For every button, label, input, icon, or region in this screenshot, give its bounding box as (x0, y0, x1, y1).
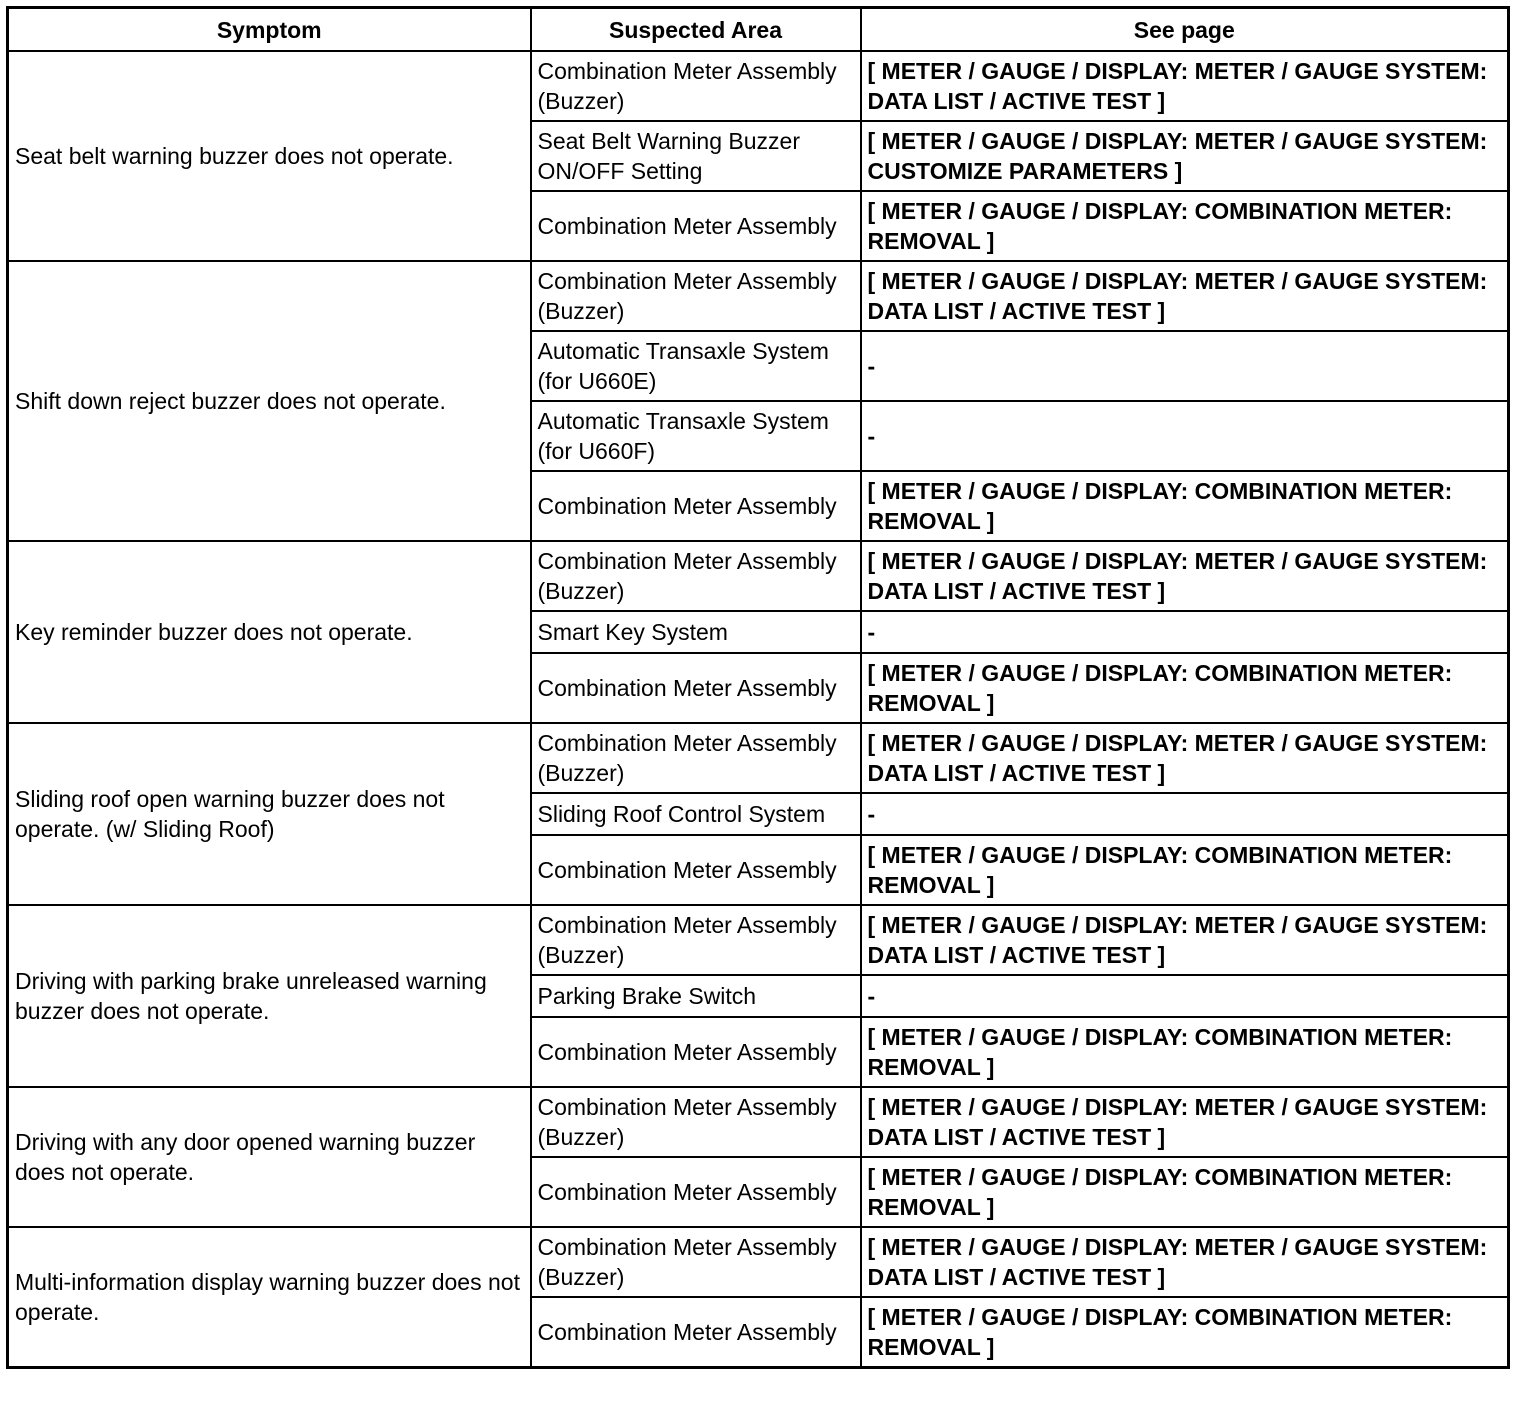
header-suspected-area: Suspected Area (531, 8, 861, 52)
table-row (8, 1227, 1509, 1297)
suspected-area-cell: Smart Key System (531, 611, 861, 653)
suspected-area-cell: Automatic Transaxle System (for U660E) (531, 331, 861, 401)
see-page-cell: [ METER / GAUGE / DISPLAY: METER / GAUGE SYSTEM: DATA LIST / ACTIVE TEST ] (861, 1087, 1509, 1157)
suspected-area-cell: Combination Meter Assembly (Buzzer) (531, 905, 861, 975)
suspected-area-cell: Sliding Roof Control System (531, 793, 861, 835)
suspected-area-cell: Combination Meter Assembly (531, 653, 861, 723)
see-page-cell: [ METER / GAUGE / DISPLAY: METER / GAUGE SYSTEM: DATA LIST / ACTIVE TEST ] (861, 541, 1509, 611)
table-row (8, 905, 1509, 975)
suspected-area-cell: Parking Brake Switch (531, 975, 861, 1017)
suspected-area-cell: Combination Meter Assembly (Buzzer) (531, 51, 861, 121)
suspected-area-cell: Combination Meter Assembly (Buzzer) (531, 261, 861, 331)
symptom-cell: Shift down reject buzzer does not operate. (8, 261, 531, 541)
see-page-cell: [ METER / GAUGE / DISPLAY: COMBINATION METER: REMOVAL ] (861, 835, 1509, 905)
see-page-cell: - (861, 975, 1509, 1017)
suspected-area-cell: Combination Meter Assembly (531, 1157, 861, 1227)
see-page-cell: [ METER / GAUGE / DISPLAY: METER / GAUGE SYSTEM: DATA LIST / ACTIVE TEST ] (861, 723, 1509, 793)
suspected-area-cell: Combination Meter Assembly (Buzzer) (531, 1087, 861, 1157)
symptom-cell: Multi-information display warning buzzer does not operate. (8, 1227, 531, 1368)
suspected-area-cell: Combination Meter Assembly (Buzzer) (531, 541, 861, 611)
see-page-cell: - (861, 401, 1509, 471)
header-see-page: See page (861, 8, 1509, 52)
table-body (8, 51, 1509, 1368)
suspected-area-cell: Seat Belt Warning Buzzer ON/OFF Setting (531, 121, 861, 191)
symptom-cell: Sliding roof open warning buzzer does not operate. (w/ Sliding Roof) (8, 723, 531, 905)
symptom-table (6, 6, 1510, 1369)
suspected-area-cell: Automatic Transaxle System (for U660F) (531, 401, 861, 471)
see-page-cell: - (861, 611, 1509, 653)
see-page-cell: [ METER / GAUGE / DISPLAY: METER / GAUGE SYSTEM: DATA LIST / ACTIVE TEST ] (861, 51, 1509, 121)
see-page-cell: [ METER / GAUGE / DISPLAY: COMBINATION METER: REMOVAL ] (861, 471, 1509, 541)
see-page-cell: [ METER / GAUGE / DISPLAY: METER / GAUGE SYSTEM: DATA LIST / ACTIVE TEST ] (861, 905, 1509, 975)
header-row (8, 8, 1509, 52)
symptom-cell: Key reminder buzzer does not operate. (8, 541, 531, 723)
suspected-area-cell: Combination Meter Assembly (531, 835, 861, 905)
see-page-cell: [ METER / GAUGE / DISPLAY: COMBINATION METER: REMOVAL ] (861, 653, 1509, 723)
suspected-area-cell: Combination Meter Assembly (531, 1297, 861, 1368)
see-page-cell: [ METER / GAUGE / DISPLAY: METER / GAUGE SYSTEM: DATA LIST / ACTIVE TEST ] (861, 1227, 1509, 1297)
suspected-area-cell: Combination Meter Assembly (531, 471, 861, 541)
see-page-cell: [ METER / GAUGE / DISPLAY: METER / GAUGE SYSTEM: CUSTOMIZE PARAMETERS ] (861, 121, 1509, 191)
suspected-area-cell: Combination Meter Assembly (531, 1017, 861, 1087)
table-row (8, 541, 1509, 611)
see-page-cell: - (861, 331, 1509, 401)
symptom-cell: Driving with any door opened warning buzzer does not operate. (8, 1087, 531, 1227)
table-row (8, 723, 1509, 793)
see-page-cell: [ METER / GAUGE / DISPLAY: COMBINATION METER: REMOVAL ] (861, 1017, 1509, 1087)
see-page-cell: [ METER / GAUGE / DISPLAY: METER / GAUGE SYSTEM: DATA LIST / ACTIVE TEST ] (861, 261, 1509, 331)
see-page-cell: [ METER / GAUGE / DISPLAY: COMBINATION METER: REMOVAL ] (861, 191, 1509, 261)
suspected-area-cell: Combination Meter Assembly (Buzzer) (531, 723, 861, 793)
see-page-cell: - (861, 793, 1509, 835)
table-row (8, 51, 1509, 121)
table-row (8, 1087, 1509, 1157)
symptom-cell: Driving with parking brake unreleased warning buzzer does not operate. (8, 905, 531, 1087)
suspected-area-cell: Combination Meter Assembly (531, 191, 861, 261)
suspected-area-cell: Combination Meter Assembly (Buzzer) (531, 1227, 861, 1297)
symptom-cell: Seat belt warning buzzer does not operate. (8, 51, 531, 261)
header-symptom: Symptom (8, 8, 531, 52)
see-page-cell: [ METER / GAUGE / DISPLAY: COMBINATION METER: REMOVAL ] (861, 1297, 1509, 1368)
table-row (8, 261, 1509, 331)
see-page-cell: [ METER / GAUGE / DISPLAY: COMBINATION METER: REMOVAL ] (861, 1157, 1509, 1227)
